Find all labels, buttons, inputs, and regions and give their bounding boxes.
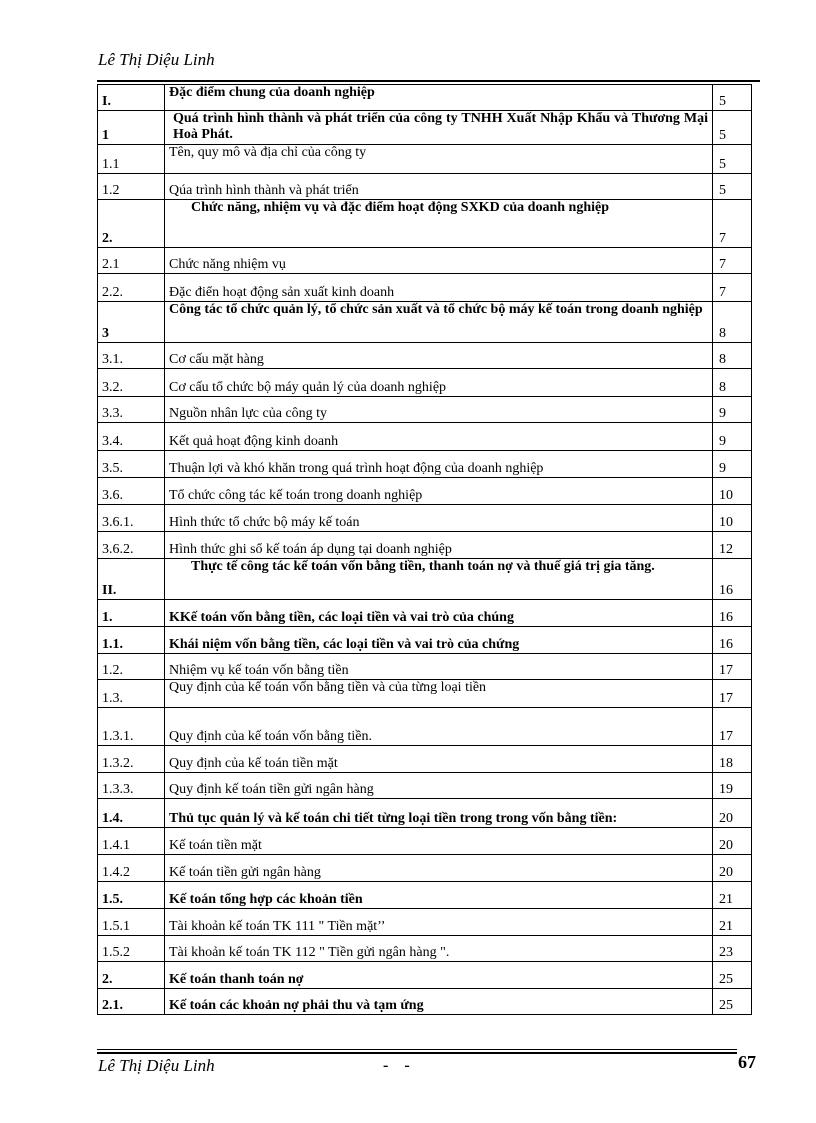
toc-section-number: 3.1.: [98, 343, 165, 369]
toc-row: [98, 936, 752, 962]
toc-section-title: [165, 343, 713, 369]
toc-page-number: 9: [713, 451, 752, 478]
toc-section-number: 1.2: [98, 174, 165, 200]
toc-title-text: Thực tế công tác kế toán vốn bằng tiền, thanh toán nợ và thuế giá trị gia tăng.: [191, 559, 655, 574]
toc-page-number: 25: [713, 962, 752, 989]
toc-row: [98, 773, 752, 799]
toc-page-number: 5: [713, 145, 752, 174]
toc-section-number: 3.5.: [98, 451, 165, 478]
toc-section-title: [165, 248, 713, 274]
toc-section-number: 1.4.2: [98, 855, 165, 882]
toc-row: [98, 397, 752, 423]
toc-title-text: Tài khoản kế toán TK 111 " Tiền mặt’’: [169, 919, 386, 934]
toc-section-title: [165, 451, 713, 478]
toc-row: [98, 680, 752, 708]
toc-section-title: [165, 559, 713, 600]
toc-title-text: Kết quả hoạt động kinh doanh: [169, 434, 339, 449]
toc-section-number: 1.2.: [98, 654, 165, 680]
toc-section-number: 1.3.2.: [98, 746, 165, 773]
toc-row: [98, 85, 752, 111]
toc-section-title: [165, 627, 713, 654]
toc-section-title: [165, 600, 713, 627]
toc-section-number: 1.1: [98, 145, 165, 174]
toc-section-number: I.: [98, 85, 165, 111]
toc-row: [98, 200, 752, 248]
toc-row: [98, 369, 752, 397]
toc-section-title: [165, 746, 713, 773]
toc-section-title: [165, 397, 713, 423]
toc-page-number: 7: [713, 248, 752, 274]
toc-row: [98, 909, 752, 936]
toc-title-text: Chức năng, nhiệm vụ và đặc điểm hoạt động SXKD của doanh nghiệp: [191, 200, 609, 215]
toc-title-text: KKế toán vốn bằng tiền, các loại tiền và vai trò của chúng: [169, 610, 514, 625]
header-author: Lê Thị Diệu Linh: [98, 50, 215, 69]
toc-title-text: Đặc điểm chung của doanh nghiệp: [169, 85, 375, 100]
toc-section-title: [165, 505, 713, 532]
toc-section-number: 3.3.: [98, 397, 165, 423]
toc-row: [98, 799, 752, 828]
toc-section-number: 2.: [98, 200, 165, 248]
toc-page-number: 8: [713, 302, 752, 343]
toc-title-text: Cơ cấu mặt hàng: [169, 352, 264, 367]
toc-title-text: Hình thức tổ chức bộ máy kế toán: [169, 515, 360, 530]
toc-section-title: [165, 174, 713, 200]
toc-section-number: 1.4.1: [98, 828, 165, 855]
toc-section-title: [165, 145, 713, 174]
toc-title-text: Kế toán thanh toán nợ: [169, 972, 304, 987]
toc-page-number: 9: [713, 423, 752, 451]
toc-row: [98, 708, 752, 746]
toc-page-number: 17: [713, 654, 752, 680]
toc-title-text: Quá trình hình thành và phát triển của công ty TNHH Xuất Nhập Khẩu và Thương Mại Hoà Phát.: [173, 111, 708, 142]
toc-section-number: 3.2.: [98, 369, 165, 397]
toc-section-title: [165, 274, 713, 302]
toc-row: [98, 989, 752, 1015]
toc-page-number: 5: [713, 85, 752, 111]
toc-title-text: Nguồn nhân lực của công ty: [169, 406, 328, 421]
toc-title-text: Quy định của kế toán vốn bằng tiền.: [169, 729, 372, 744]
toc-section-title: [165, 855, 713, 882]
toc-title-text: Kế toán tiền gửi ngân hàng: [169, 865, 321, 880]
toc-page-number: 12: [713, 532, 752, 559]
toc-section-title: [165, 909, 713, 936]
toc-page-number: 7: [713, 274, 752, 302]
footer-rule-thick: [97, 1052, 737, 1054]
toc-row: [98, 423, 752, 451]
toc-section-title: [165, 200, 713, 248]
toc-section-number: 2.2.: [98, 274, 165, 302]
toc-section-number: 1: [98, 111, 165, 145]
toc-page-number: 17: [713, 680, 752, 708]
toc-section-number: 3.6.1.: [98, 505, 165, 532]
toc-page-number: 17: [713, 708, 752, 746]
header-rule: [97, 80, 760, 82]
toc-page-number: 8: [713, 369, 752, 397]
toc-section-title: [165, 654, 713, 680]
toc-section-title: [165, 423, 713, 451]
toc-body: [98, 85, 752, 1015]
toc-section-number: 3.6.: [98, 478, 165, 505]
toc-title-text: Quy định của kế toán tiền mặt: [169, 756, 338, 771]
toc-row: [98, 302, 752, 343]
toc-title-text: Kế toán các khoản nợ phải thu và tạm ứng: [169, 998, 424, 1013]
toc-section-title: [165, 302, 713, 343]
toc-page-number: 10: [713, 478, 752, 505]
toc-title-text: Tài khoản kế toán TK 112 " Tiền gửi ngân hàng ".: [169, 945, 450, 960]
toc-section-number: 1.5.1: [98, 909, 165, 936]
toc-row: [98, 274, 752, 302]
toc-row: [98, 627, 752, 654]
toc-title-text: Quy định kế toán tiền gửi ngân hàng: [169, 782, 374, 797]
toc-section-number: 2.: [98, 962, 165, 989]
toc-row: [98, 855, 752, 882]
toc-section-title: [165, 369, 713, 397]
toc-row: [98, 600, 752, 627]
toc-section-number: 1.4.: [98, 799, 165, 828]
toc-row: [98, 248, 752, 274]
footer-rule: [97, 1049, 737, 1050]
toc-row: [98, 654, 752, 680]
toc-row: [98, 145, 752, 174]
toc-title-text: Cơ cấu tổ chức bộ máy quản lý của doanh nghiệp: [169, 380, 447, 395]
toc-page-number: 25: [713, 989, 752, 1015]
toc-page-number: 23: [713, 936, 752, 962]
toc-section-number: 1.3.1.: [98, 708, 165, 746]
toc-page-number: 20: [713, 855, 752, 882]
toc-page-number: 20: [713, 828, 752, 855]
toc-title-text: Đặc điển hoạt động sản xuất kinh doanh: [169, 285, 395, 300]
toc-title-text: Hình thức ghi sổ kế toán áp dụng tại doanh nghiệp: [169, 542, 452, 557]
toc-row: [98, 532, 752, 559]
toc-section-title: [165, 478, 713, 505]
toc-page-number: 21: [713, 882, 752, 909]
toc-section-title: [165, 828, 713, 855]
toc-title-text: Tên, quy mô và địa chỉ của công ty: [169, 145, 367, 160]
toc-row: [98, 478, 752, 505]
toc-section-number: 1.1.: [98, 627, 165, 654]
toc-title-text: Khái niệm vốn bằng tiền, các loại tiền và vai trò của chứng: [169, 637, 520, 652]
toc-section-number: II.: [98, 559, 165, 600]
toc-section-title: [165, 882, 713, 909]
toc-section-title: [165, 680, 713, 708]
table-of-contents: [97, 84, 752, 1015]
toc-row: [98, 451, 752, 478]
toc-title-text: Thủ tục quản lý và kế toán chi tiết từng loại tiền trong trong vốn bằng tiền:: [169, 811, 618, 826]
toc-section-title: [165, 708, 713, 746]
toc-section-number: 3.4.: [98, 423, 165, 451]
toc-page-number: 5: [713, 174, 752, 200]
toc-title-text: Tổ chức công tác kế toán trong doanh nghiệp: [169, 488, 423, 503]
toc-row: [98, 828, 752, 855]
toc-title-text: Kế toán tiền mặt: [169, 838, 262, 853]
toc-row: [98, 962, 752, 989]
toc-section-number: 2.1: [98, 248, 165, 274]
toc-title-text: Qúa trình hình thành và phát triển: [169, 183, 359, 198]
toc-page-number: 18: [713, 746, 752, 773]
toc-row: [98, 505, 752, 532]
toc-section-number: 1.5.: [98, 882, 165, 909]
toc-page-number: 7: [713, 200, 752, 248]
toc-row: [98, 111, 752, 145]
toc-title-text: Nhiệm vụ kế toán vốn bằng tiền: [169, 663, 349, 678]
toc-section-number: 1.: [98, 600, 165, 627]
toc-title-text: Thuận lợi và khó khăn trong quá trình hoạt động của doanh nghiệp: [169, 461, 544, 476]
toc-title-text: Kế toán tổng hợp các khoản tiền: [169, 892, 363, 907]
toc-section-title: [165, 85, 713, 111]
footer-author: Lê Thị Diệu Linh: [98, 1056, 215, 1075]
toc-section-title: [165, 989, 713, 1015]
toc-row: [98, 343, 752, 369]
toc-section-number: 2.1.: [98, 989, 165, 1015]
toc-row: [98, 174, 752, 200]
toc-row: [98, 746, 752, 773]
toc-row: [98, 559, 752, 600]
toc-section-number: 3.6.2.: [98, 532, 165, 559]
toc-page-number: 5: [713, 111, 752, 145]
toc-page-number: 16: [713, 559, 752, 600]
toc-section-title: [165, 773, 713, 799]
toc-section-title: [165, 962, 713, 989]
toc-title-text: Công tác tổ chức quản lý, tổ chức sản xuất và tổ chức bộ máy kế toán trong doanh nghiệp: [169, 302, 703, 317]
toc-section-title: [165, 799, 713, 828]
toc-section-number: 1.5.2: [98, 936, 165, 962]
toc-page-number: 16: [713, 627, 752, 654]
toc-page-number: 8: [713, 343, 752, 369]
toc-page-number: 10: [713, 505, 752, 532]
footer-separator: - -: [383, 1057, 416, 1074]
toc-section-title: [165, 111, 713, 145]
toc-page-number: 19: [713, 773, 752, 799]
page-number: 67: [738, 1052, 756, 1072]
toc-page-number: 21: [713, 909, 752, 936]
toc-title-text: Chức năng nhiệm vụ: [169, 257, 286, 272]
toc-section-title: [165, 936, 713, 962]
toc-page-number: 20: [713, 799, 752, 828]
toc-section-number: 1.3.3.: [98, 773, 165, 799]
toc-page-number: 16: [713, 600, 752, 627]
toc-section-number: 1.3.: [98, 680, 165, 708]
toc-title-text: Quy định của kế toán vốn bằng tiền và của từng loại tiền: [169, 680, 487, 695]
toc-page-number: 9: [713, 397, 752, 423]
toc-section-number: 3: [98, 302, 165, 343]
toc-section-title: [165, 532, 713, 559]
toc-row: [98, 882, 752, 909]
